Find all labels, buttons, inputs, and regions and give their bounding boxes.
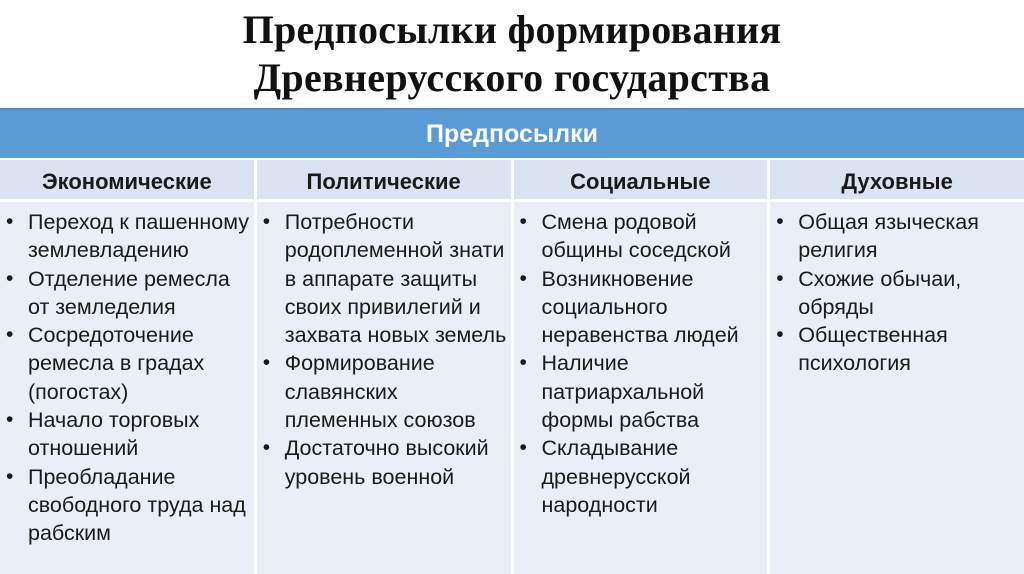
- bullet-list: [4, 208, 250, 548]
- list-item: • Начало торговых отношений: [4, 406, 250, 463]
- list-item: • Сосредоточение ремесла в градах (погостах): [4, 321, 250, 406]
- column-heading: Социальные: [514, 158, 768, 202]
- page-title: [0, 0, 1024, 108]
- bullet-list: [261, 208, 507, 491]
- column-heading: Политические: [257, 158, 511, 202]
- list-item: • Общественная психология: [774, 321, 1020, 378]
- list-item: • Потребности родоплеменной знати в аппарате защиты своих привилегий и захвата новых земель: [261, 208, 507, 349]
- column-social: [514, 158, 771, 574]
- column-spiritual: [770, 158, 1024, 574]
- column-economic: [0, 158, 257, 574]
- column-heading: Экономические: [0, 158, 254, 202]
- column-body: [770, 202, 1024, 574]
- list-item: • Переход к пашенному землевладению: [4, 208, 250, 265]
- list-item: • Возникновение социального неравенства людей: [518, 265, 764, 350]
- list-item: • Схожие обычаи, обряды: [774, 265, 1020, 322]
- column-political: [257, 158, 514, 574]
- column-body: [257, 202, 511, 574]
- list-item: • Преобладание свободного труда над рабским: [4, 463, 250, 548]
- column-body: [0, 202, 254, 574]
- list-item: • Общая языческая религия: [774, 208, 1020, 265]
- column-body: [514, 202, 768, 574]
- list-item: • Складывание древнерусской народности: [518, 434, 764, 519]
- title-line-1: Предпосылки формирования: [242, 7, 782, 52]
- list-item: • Смена родовой общины соседской: [518, 208, 764, 265]
- prerequisites-table: [0, 158, 1024, 574]
- bullet-list: [518, 208, 764, 519]
- column-heading: Духовные: [770, 158, 1024, 202]
- bullet-list: [774, 208, 1020, 378]
- title-line-2: Древнерусского государства: [253, 55, 771, 100]
- list-item: • Достаточно высокий уровень военной: [261, 434, 507, 491]
- list-item: • Отделение ремесла от земледелия: [4, 265, 250, 322]
- list-item: • Наличие патриархальной формы рабства: [518, 349, 764, 434]
- table-band-header: Предпосылки: [0, 108, 1024, 158]
- list-item: • Формирование славянских племенных союзов: [261, 349, 507, 434]
